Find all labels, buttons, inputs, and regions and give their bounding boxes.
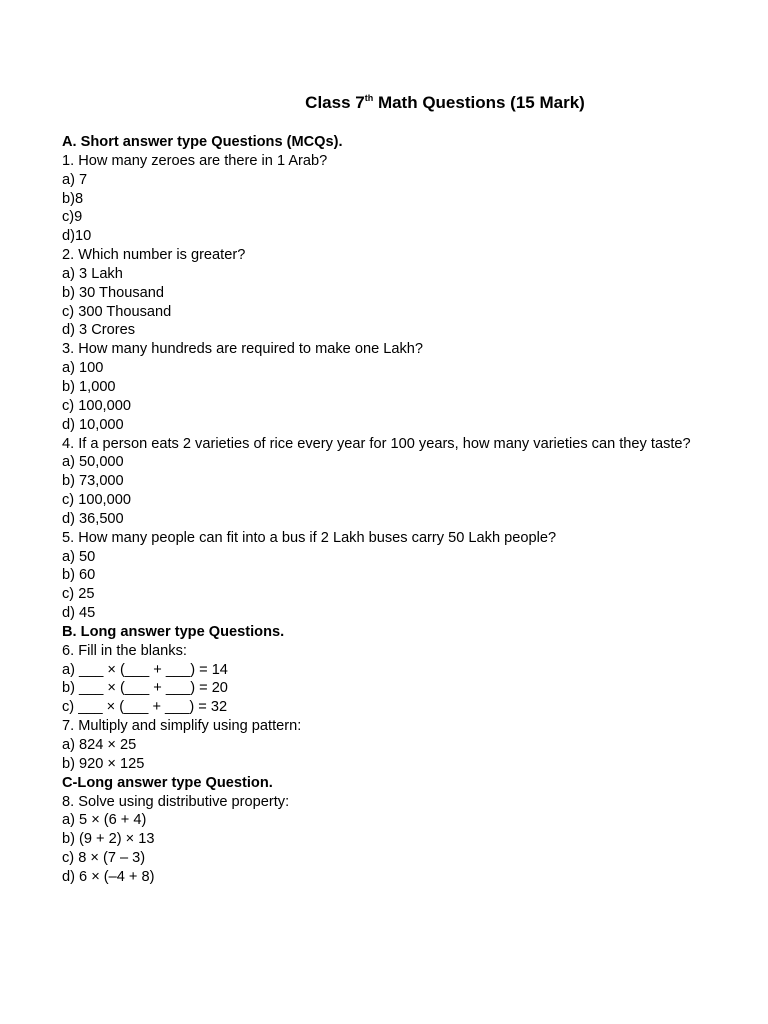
- answer-option: d)10: [62, 228, 92, 245]
- section-heading: A. Short answer type Questions (MCQs).: [62, 134, 343, 150]
- question-text: 1. How many zeroes are there in 1 Arab?: [62, 152, 328, 169]
- question-text: 8. Solve using distributive property:: [62, 793, 290, 810]
- question-text: 2. Which number is greater?: [62, 247, 246, 264]
- answer-option: c) 100,000: [62, 397, 131, 414]
- question-text: 5. How many people can fit into a bus if 2 Lakh buses carry 50 Lakh people?: [62, 529, 557, 546]
- question-text: 7. Multiply and simplify using pattern:: [62, 718, 302, 735]
- answer-option: b) (9 + 2) × 13: [62, 831, 155, 848]
- answer-option: a) 824 × 25: [62, 737, 137, 753]
- answer-option: a) 50,000: [62, 454, 124, 471]
- answer-option: d) 6 × (–4 + 8): [62, 868, 155, 885]
- answer-option: d) 10,000: [62, 416, 124, 433]
- answer-option: b) 60: [62, 567, 96, 584]
- question-text: 6. Fill in the blanks:: [62, 642, 187, 659]
- title-text-rest: Math Questions (15 Mark): [373, 93, 585, 112]
- answer-option: a) ___ × (___ + ___) = 14: [62, 661, 228, 678]
- question-text: 3. How many hundreds are required to make one Lakh?: [62, 341, 424, 358]
- answer-option: a) 50: [62, 548, 96, 565]
- answer-option: b) 920 × 125: [62, 755, 145, 772]
- question-text: 4. If a person eats 2 varieties of rice every year for 100 years, how many varieties can they taste?: [62, 435, 691, 452]
- answer-option: b)8: [62, 190, 84, 207]
- answer-option: b) 73,000: [62, 473, 124, 490]
- answer-option: b) ___ × (___ + ___) = 20: [62, 680, 228, 697]
- answer-option: a) 7: [62, 171, 88, 188]
- answer-option: b) 30 Thousand: [62, 284, 164, 301]
- answer-option: c)9: [62, 209, 83, 226]
- section-heading: C-Long answer type Question.: [62, 774, 273, 791]
- title-text: Class 7: [305, 93, 365, 112]
- answer-option: c) 100,000: [62, 492, 131, 509]
- title-superscript: th: [364, 93, 374, 103]
- answer-option: d) 36,500: [62, 510, 124, 527]
- answer-option: a) 3 Lakh: [62, 265, 123, 282]
- answer-option: a) 100: [62, 360, 104, 377]
- answer-option: d) 3 Crores: [62, 322, 135, 339]
- answer-option: b) 1,000: [62, 378, 116, 395]
- answer-option: d) 45: [62, 605, 96, 622]
- answer-option: c) ___ × (___ + ___) = 32: [62, 699, 228, 716]
- question-list: [62, 133, 752, 887]
- section-heading: B. Long answer type Questions.: [62, 623, 285, 640]
- answer-option: c) 300 Thousand: [62, 303, 172, 320]
- answer-option: a) 5 × (6 + 4): [62, 812, 147, 829]
- answer-option: c) 8 × (7 – 3): [62, 850, 146, 867]
- answer-option: c) 25: [62, 586, 95, 603]
- page-title: [0, 92, 768, 116]
